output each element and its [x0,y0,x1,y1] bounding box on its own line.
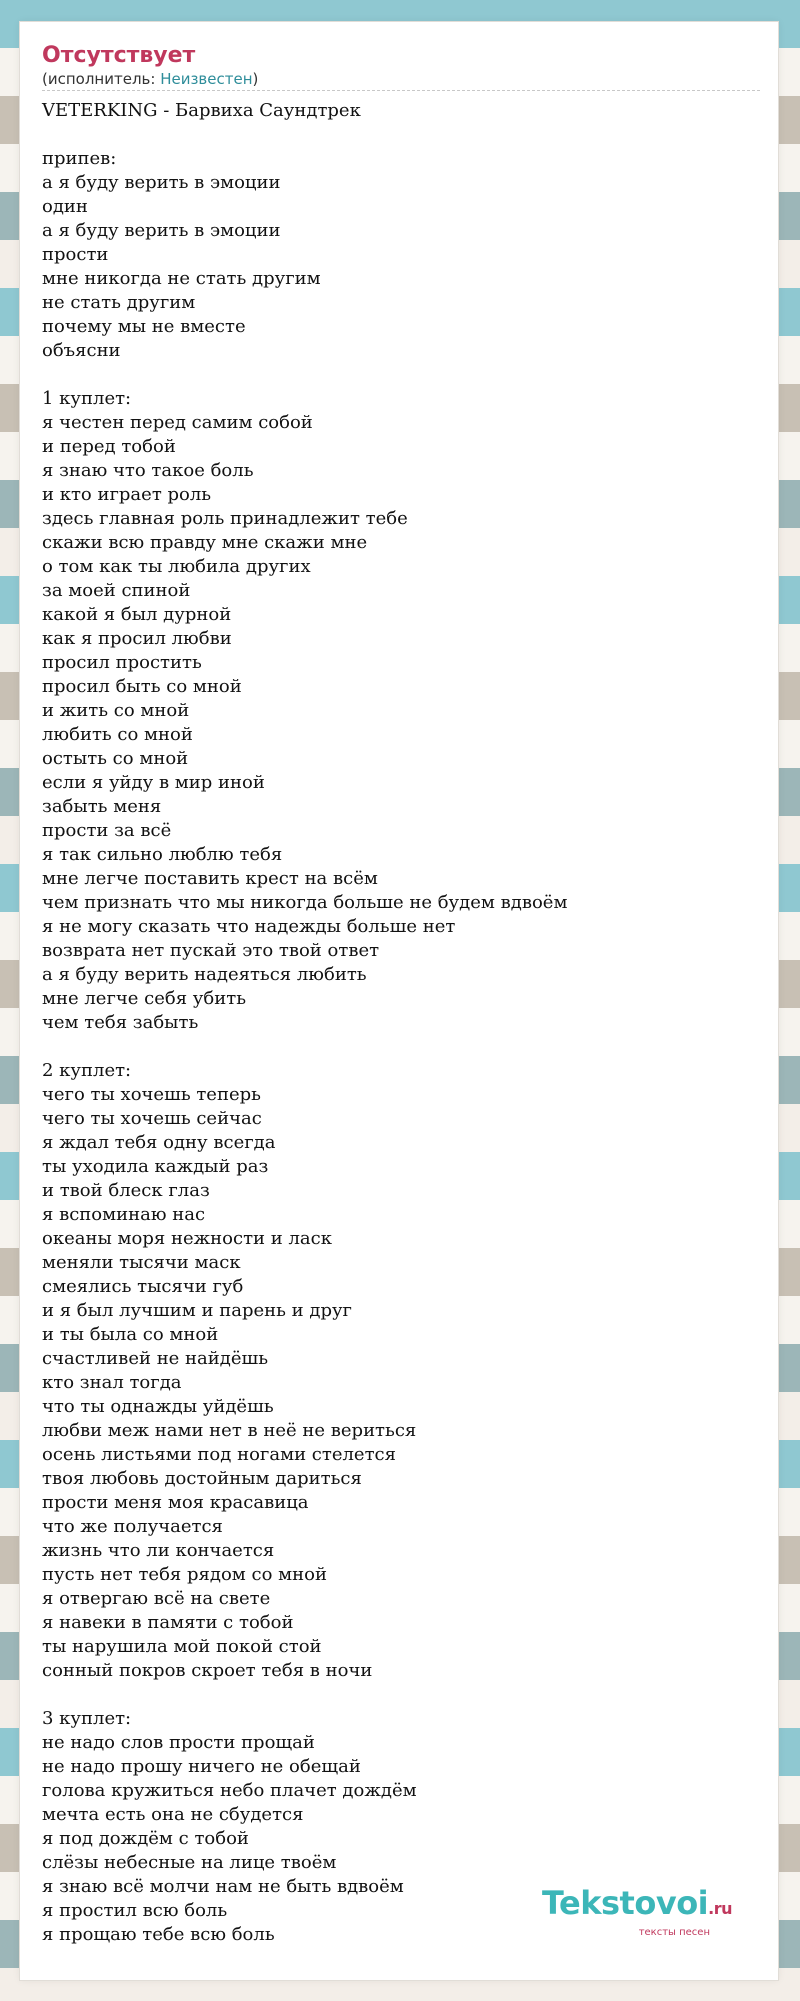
lyric-line: ты нарушила мой покой стой [42,1636,322,1657]
lyric-line: что ты однажды уйдёшь [42,1396,274,1417]
lyric-line: а я буду верить в эмоции [42,172,281,193]
lyric-line [42,1683,756,1707]
lyric-line: я вспоминаю нас [42,1204,206,1225]
lyric-line: твоя любовь достойным дариться [42,1468,362,1489]
lyric-line: и ты была со мной [42,1324,219,1345]
page-title: Отсутствует [42,43,196,68]
lyric-line: любви меж нами нет в неё не вериться [42,1420,417,1441]
lyric-line: почему мы не вместе [42,316,246,337]
lyric-line: просил простить [42,652,202,673]
lyric-line: чего ты хочешь сейчас [42,1108,262,1129]
lyric-line: как я просил любви [42,628,232,649]
lyric-line: а я буду верить надеяться любить [42,964,367,985]
lyric-line: я простил всю боль [42,1900,228,1921]
lyric-line: возврата нет пускай это твой ответ [42,940,380,961]
lyric-line: остыть со мной [42,748,189,769]
lyric-line: осень листьями под ногами стелется [42,1444,396,1465]
lyric-line: и жить со мной [42,700,190,721]
lyric-line: кто знал тогда [42,1372,182,1393]
performer-suffix: ) [252,70,259,88]
lyric-line: и я был лучшим и парень и друг [42,1300,352,1321]
performer-link[interactable]: Неизвестен [160,70,253,88]
lyric-line: и кто играет роль [42,484,212,505]
lyric-line: пусть нет тебя рядом со мной [42,1564,327,1585]
lyric-line: мне никогда не стать другим [42,268,321,289]
lyric-line: какой я был дурной [42,604,232,625]
lyric-line: и твой блеск глаз [42,1180,210,1201]
lyric-line: я честен перед самим собой [42,412,313,433]
lyrics-card [20,22,778,1980]
lyric-line: я отвергаю всё на свете [42,1588,271,1609]
lyric-line: за моей спиной [42,580,191,601]
lyric-line: прости [42,244,109,265]
logo-tld: .ru [708,1899,732,1918]
lyric-line: мне легче поставить крест на всём [42,868,378,889]
lyric-line: я не могу сказать что надежды больше нет [42,916,456,937]
performer-line [42,70,760,91]
lyric-line: что же получается [42,1516,223,1537]
lyric-line: прости за всё [42,820,172,841]
lyric-line: чего ты хочешь теперь [42,1084,261,1105]
lyric-line: не надо слов прости прощай [42,1732,315,1753]
lyric-line: жизнь что ли кончается [42,1540,275,1561]
lyric-line [42,1035,756,1059]
lyric-line: прости меня моя красавица [42,1492,309,1513]
lyric-line: сонный покров скроет тебя в ночи [42,1660,373,1681]
logo-brand: Tekstovoi [541,1884,709,1922]
lyric-line: смеялись тысячи губ [42,1276,244,1297]
lyric-line: здесь главная роль принадлежит тебе [42,508,408,529]
lyric-line: о том как ты любила других [42,556,311,577]
lyric-line: слёзы небесные на лице твоём [42,1852,337,1873]
logo-tagline: тексты песен [638,1927,710,1938]
lyric-line: объясни [42,340,121,361]
site-logo[interactable] [541,1884,732,1938]
lyric-line: мне легче себя убить [42,988,246,1009]
lyric-line: я прощаю тебе всю боль [42,1924,275,1945]
lyric-line: чем признать что мы никогда больше не будем вдвоём [42,892,568,913]
lyric-line: океаны моря нежности и ласк [42,1228,332,1249]
song-name: VETERKING - Барвиха Саундтрек [42,100,361,121]
lyric-line: просил быть со мной [42,676,242,697]
lyric-line: если я уйду в мир иной [42,772,265,793]
lyric-line: голова кружиться небо плачет дождём [42,1780,417,1801]
lyric-line: и перед тобой [42,436,176,457]
lyric-line: я так сильно люблю тебя [42,844,283,865]
lyric-line: не надо прошу ничего не обещай [42,1756,361,1777]
lyric-line: забыть меня [42,796,162,817]
lyric-line: а я буду верить в эмоции [42,220,281,241]
lyric-line: любить со мной [42,724,193,745]
lyric-line [42,363,756,387]
lyric-line: ты уходила каждый раз [42,1156,269,1177]
lyric-line: один [42,196,88,217]
lyric-line: не стать другим [42,292,196,313]
lyric-line: чем тебя забыть [42,1012,199,1033]
lyric-line: я ждал тебя одну всегда [42,1132,276,1153]
lyric-line: я под дождём с тобой [42,1828,249,1849]
lyric-line: я знаю всё молчи нам не быть вдвоём [42,1876,404,1897]
lyric-line: счастливей не найдёшь [42,1348,269,1369]
lyric-line: скажи всю правду мне скажи мне [42,532,368,553]
lyric-line: меняли тысячи маск [42,1252,241,1273]
lyrics-body [42,123,756,1947]
lyric-line: я навеки в памяти с тобой [42,1612,294,1633]
lyric-line: мечта есть она не сбудется [42,1804,304,1825]
lyric-line: 1 куплет: [42,388,132,409]
lyric-line: я знаю что такое боль [42,460,254,481]
lyric-line: припев: [42,148,117,169]
lyric-line [42,123,756,147]
lyric-line: 2 куплет: [42,1060,132,1081]
lyric-line: 3 куплет: [42,1708,132,1729]
performer-prefix: (исполнитель: [42,70,161,88]
